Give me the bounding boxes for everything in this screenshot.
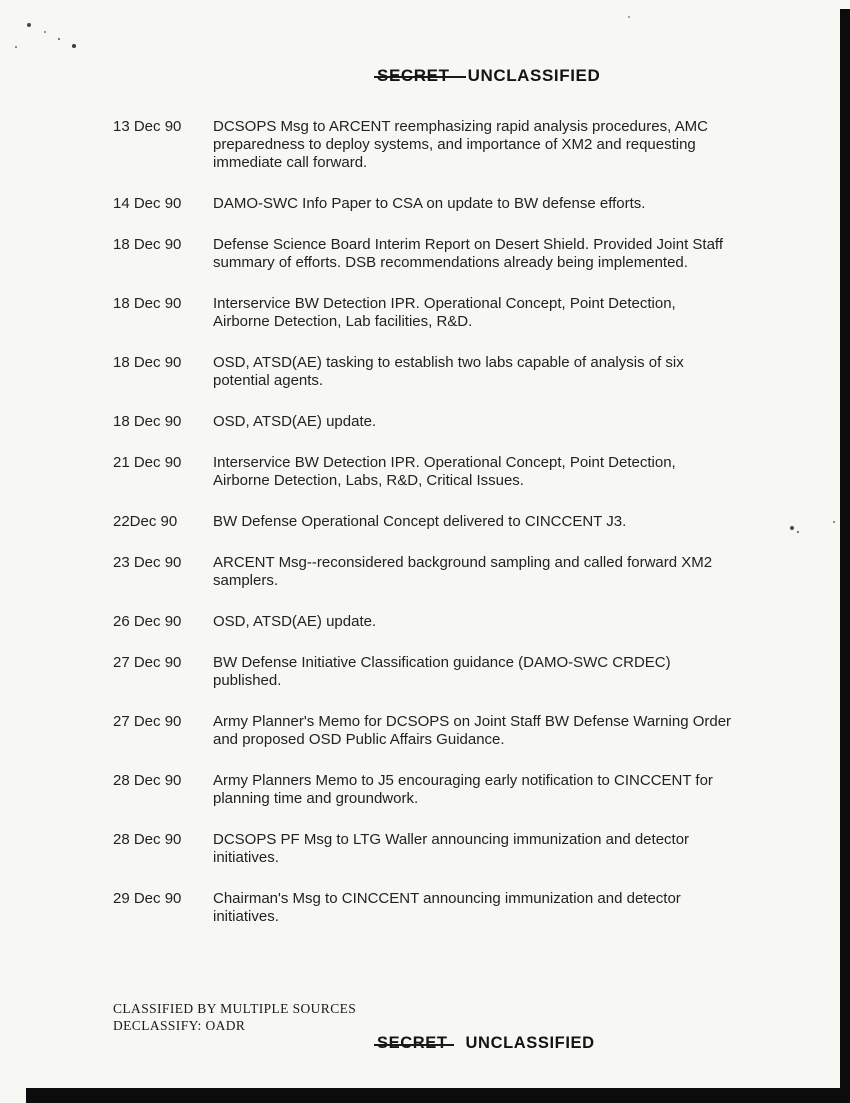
entry-date: 26 Dec 90 <box>113 613 182 630</box>
entry-date: 13 Dec 90 <box>113 118 182 135</box>
entry-text: DCSOPS Msg to ARCENT reemphasizing rapid analysis procedures, AMC preparedness to deploy systems, and importance of XM2 and requesting immediate call forward. <box>213 118 708 171</box>
declassify-line: DECLASSIFY: OADR <box>113 1017 246 1033</box>
classification-header <box>377 66 600 86</box>
entry-row <box>113 772 735 808</box>
entry-text: Defense Science Board Interim Report on Desert Shield. Provided Joint Staff summary of efforts. DSB recommendations already being implemented. <box>213 236 723 271</box>
entry-date: 23 Dec 90 <box>113 554 182 571</box>
classification-footer <box>377 1034 595 1053</box>
entry-text: OSD, ATSD(AE) tasking to establish two labs capable of analysis of six potential agents. <box>213 354 684 389</box>
entry-date: 18 Dec 90 <box>113 236 182 253</box>
scan-edge-bottom <box>26 1088 850 1103</box>
classification-unclassified-footer: UNCLASSIFIED <box>465 1034 595 1052</box>
entry-row <box>113 890 735 926</box>
entry-row <box>113 118 735 172</box>
entry-date: 29 Dec 90 <box>113 890 182 907</box>
entry-row <box>113 295 735 331</box>
entry-text: DAMO-SWC Info Paper to CSA on update to BW defense efforts. <box>213 195 646 212</box>
entry-row <box>113 195 735 213</box>
entry-row <box>113 236 735 272</box>
entry-date: 27 Dec 90 <box>113 654 182 671</box>
classified-by-line: CLASSIFIED BY MULTIPLE SOURCES <box>113 1001 357 1016</box>
entry-text: Army Planners Memo to J5 encouraging early notification to CINCCENT for planning time and groundwork. <box>213 772 713 807</box>
entry-date: 18 Dec 90 <box>113 295 182 312</box>
entry-row <box>113 454 735 490</box>
entry-date: 18 Dec 90 <box>113 413 182 430</box>
entry-text: BW Defense Operational Concept delivered to CINCCENT J3. <box>213 513 627 530</box>
entry-row <box>113 413 735 431</box>
chronology-list <box>113 118 735 949</box>
entry-row <box>113 713 735 749</box>
entry-text: ARCENT Msg--reconsidered background sampling and called forward XM2 samplers. <box>213 554 713 589</box>
entry-text: Interservice BW Detection IPR. Operational Concept, Point Detection, Airborne Detection, Labs, R&D, Critical Issues. <box>213 454 676 489</box>
entry-text: DCSOPS PF Msg to LTG Waller announcing immunization and detector initiatives. <box>213 831 690 866</box>
entry-date: 21 Dec 90 <box>113 454 182 471</box>
entry-text: OSD, ATSD(AE) update. <box>213 613 377 630</box>
scan-edge-right <box>840 9 850 1103</box>
entry-text: Army Planner's Memo for DCSOPS on Joint Staff BW Defense Warning Order and proposed OSD Public Affairs Guidance. <box>213 713 732 748</box>
footer-admin-block <box>113 1001 356 1034</box>
entry-date: 28 Dec 90 <box>113 772 182 789</box>
entry-row <box>113 613 735 631</box>
classification-secret-struck-footer: SECRET <box>377 1034 448 1052</box>
entry-row <box>113 654 735 690</box>
entry-text: Interservice BW Detection IPR. Operational Concept, Point Detection, Airborne Detection, Lab facilities, R&D. <box>213 295 676 330</box>
entry-text: BW Defense Initiative Classification guidance (DAMO-SWC CRDEC) published. <box>213 654 671 689</box>
entry-row <box>113 354 735 390</box>
entry-date: 14 Dec 90 <box>113 195 182 212</box>
entry-row <box>113 513 735 531</box>
entry-text: Chairman's Msg to CINCCENT announcing immunization and detector initiatives. <box>213 890 681 925</box>
entry-date: 22Dec 90 <box>113 513 178 530</box>
entry-row <box>113 831 735 867</box>
entry-text: OSD, ATSD(AE) update. <box>213 413 377 430</box>
entry-row <box>113 554 735 590</box>
scan-speckles <box>0 0 2 2</box>
entry-date: 27 Dec 90 <box>113 713 182 730</box>
entry-date: 18 Dec 90 <box>113 354 182 371</box>
entry-date: 28 Dec 90 <box>113 831 182 848</box>
classification-unclassified: UNCLASSIFIED <box>467 66 601 85</box>
classification-secret-struck: SECRET <box>377 66 450 85</box>
